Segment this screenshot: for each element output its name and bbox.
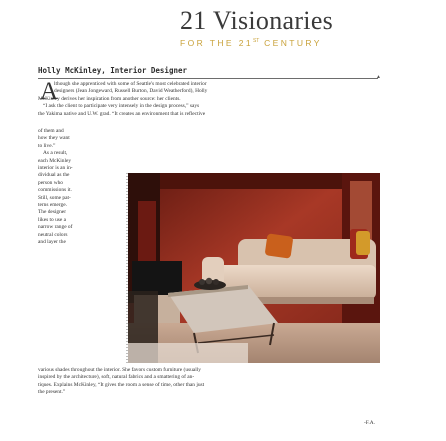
- header-rule: [38, 78, 378, 79]
- text-line: terns emerge.: [38, 202, 67, 209]
- text-line: dividual as the: [38, 172, 70, 179]
- text-line: to live.”: [38, 142, 56, 149]
- masthead-subtitle: [180, 38, 355, 48]
- text-line: the Yakima native and U.W. grad. “It creates an environment that is reflective: [38, 110, 206, 117]
- narrow-column: [38, 128, 124, 368]
- text-line: person who: [38, 179, 64, 186]
- subtitle-main: FOR THE 21: [180, 38, 253, 48]
- byline: Holly McKinley, Interior Designer: [38, 66, 188, 75]
- text-line: Still, some pat-: [38, 194, 71, 201]
- closing-paragraph: [38, 367, 380, 407]
- text-line: McKinley derives her inspiration from another source: her clients.: [38, 95, 181, 102]
- subtitle-superscript: ST: [252, 38, 260, 45]
- masthead-title: 21 Visionaries: [180, 6, 334, 35]
- text-line: “I ask the client to participate very intensely in the design process,” says: [43, 103, 200, 110]
- text-line: inspired by the architecture), soft, natural fabrics and a smattering of an-: [38, 374, 195, 381]
- text-line: The designer: [38, 209, 66, 216]
- text-line: various shades throughout the interior. She favors custom furniture (usually: [38, 367, 201, 373]
- intro-paragraph: [38, 78, 380, 121]
- corner-arrow-icon: ▲: [376, 74, 381, 80]
- text-line: lthough she apprenticed with some of Seattle's most celebrated interior: [54, 81, 207, 87]
- text-line: narrow range of: [38, 224, 73, 231]
- text-line: tiques. Explains McKinley, “It gives the room a sense of time, other than just: [38, 381, 205, 388]
- living-room-illustration: [128, 173, 380, 363]
- subtitle-tail: CENTURY: [259, 38, 322, 48]
- text-line: and layer the: [38, 239, 66, 246]
- text-line: designers (Jean Jongeward, Russell Burton, David Weatherford), Holly: [54, 88, 208, 95]
- drop-cap: A: [40, 78, 59, 105]
- interior-photo: [128, 173, 380, 363]
- text-line: As a result,: [43, 150, 68, 157]
- text-line: the present.”: [38, 389, 66, 396]
- text-line: likes to use a: [38, 216, 66, 223]
- author-initials: -F.A.: [364, 420, 375, 426]
- text-line: of them and: [38, 128, 64, 134]
- text-line: commissions it.: [38, 187, 72, 194]
- text-line: each McKinley: [38, 157, 72, 164]
- text-line: interior is an in-: [38, 165, 73, 172]
- text-line: how they want: [38, 135, 70, 142]
- text-line: neutral colors: [38, 231, 68, 238]
